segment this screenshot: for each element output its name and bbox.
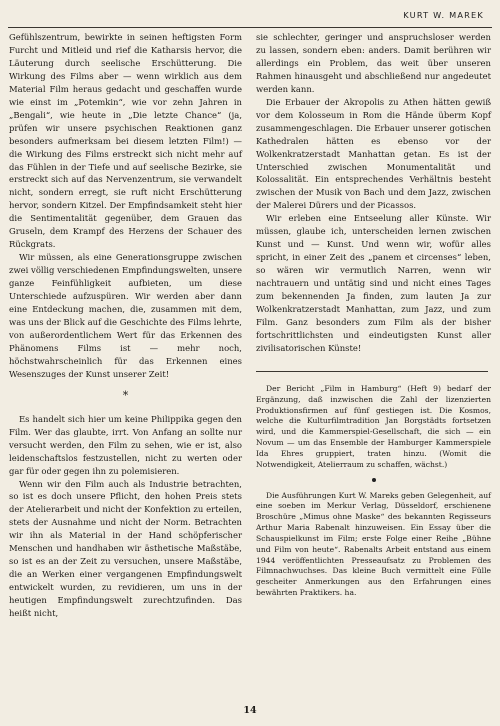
paragraph: Wir müssen, als eine Generationsgruppe zwischen zwei völlig verschiedenen Empfindungswelten, unsere ganze Feinfühligkeit aufbieten, um diese Unterschiede aufzuspüren. Wir werden aber dann eine Entdeckung machen, die, zusammen mit dem, was uns der Blick auf die Geschichte des Films lehrte, von außerordentlichem Wert für das Erkennen des Phänomens Films ist — mehr noch, höchstwahrscheinlich für das Erkennen eines Wesenszuges der Kunst unserer Zeit! [9,252,242,379]
editorial-note: Der Bericht „Film in Hamburg“ (Heft 9) bedarf der Ergänzung, daß inzwischen die Zahl der lizenzierten Produktionsfirmen auf fünf gestiegen ist. Die Kosmos, welche die Kulturfilmtradition Jan Borgstädts fortsetzen wird, und die Kammerspiel-Gesellschaft, die sich — ein Novum — um das Ensemble der Hamburger Kammerspiele Ida Ehres gruppiert, traten hinzu. (Womit die Notwendigkeit, Atelierraum zu schaffen, wächst.) [256,383,491,469]
paragraph: Gefühlszentrum, bewirkte in seinen heftigsten Form Furcht und Mitleid und rief die Katharsis hervor, die Läuterung durch seelische Erschütterung. Die Wirkung des Films aber — wenn wirklich aus dem Material Film heraus gedacht und geschaffen wurde wie einst im „Potemkin“, wie vor zehn Jahren in „Bengali“, wie heute in „Die letzte Chance“ (ja, prüfen wir unsere psychischen Reaktionen ganz besonders aufmerksam bei diesem letzten Film!) — die Wirkung des Films erstreckt sich nicht mehr auf das Fühlen in der Tiefe und auf seelische Bezirke, sie erstreckt sich auf das Nervenzentrum, sie verwandelt nicht, sondern erregt, sie ruft nicht Erschütterung hervor, sondern Kitzel. Der Empfindsamkeit steht hier die Sentimentalität gegenüber, dem Grauen das Gruseln, dem Krampf des Herzens der Schauer des Rückgrats. [9,32,242,250]
page-number: 14 [243,705,257,716]
editorial-note-block [256,384,491,599]
bullet-separator [372,478,376,482]
column-divider-rule [256,371,488,372]
section-separator: * [122,388,129,402]
editorial-note: Die Ausführungen Kurt W. Mareks geben Gelegenheit, auf eine soeben im Merkur Verlag, Düsseldorf, erschienene Broschüre „Mimus ohne Maske“ des bekannten Regisseurs Arthur Maria Rabenalt hinzuweisen. Ein Essay über die Schauspielkunst im Film; erste Folge einer Reihe „Bühne und Film von heute“. Rabenalts Arbeit entstand aus einem 1944 veröffentlichten Presseaufsatz zu Problemen des Filmnachwuchses. Das kleine Buch vermittelt eine Fülle gescheiter Anmerkungen aus den Erfahrungen eines bewährten Praktikers. ha. [256,490,491,598]
paragraph: Wenn wir den Film auch als Industrie betrachten, so ist es doch unsere Pflicht, den hohen Preis stets der Atelierarbeit und nicht der Konfektion zu erteilen, stets der Ausnahme und nicht der Norm. Betrachten wir ihn als Material in der Hand schöpferischer Menschen und handhaben wir ästhetische Maßstäbe, so ist es an der Zeit zu versuchen, unsere Maßstäbe, die an Werken einer vergangenen Empfindungswelt entwickelt wurden, zu revidieren, um uns in der heutigen Empfindungswelt zurechtzufinden. Das heißt nicht, [9,478,242,619]
running-head-author: KURT W. MAREK [403,10,484,20]
paragraph: Wir erleben eine Entseelung aller Künste. Wir müssen, glaube ich, unterscheiden lernen zwischen Kunst und — Kunst. Und wenn wir, wofür alles spricht, in einer Zeit des „panem et circenses“ leben, so wären wir vermutlich Narren, wenn wir nachtrauern und untätig sind und nicht eines Tages zum bekennenden Ja finden, zum lauten Ja zur Wolkenkratzerstadt Manhattan, zum Jazz, und zum Film. Ganz besonders zum Film als der bisher fortschrittlichsten und eindeutigsten Kunst aller zivilisatorischen Künste! [256,213,491,353]
left-column [9,31,242,620]
right-column [256,31,491,599]
running-header [8,7,492,28]
paragraph: sie schlechter, geringer und anspruchsloser werden zu lassen, sondern eben: anders. Damit berühren wir allerdings ein Problem, das weit über unseren Rahmen hinausgeht und abschließend nur angedeutet werden kann. [256,32,491,94]
paragraph: Es handelt sich hier um keine Philippika gegen den Film. Wer das glaubte, irrt. Von Anfang an sollte nur versucht werden, den Film zu sehen, wie er ist, also leidenschaftslos festzustellen, nicht zu werten oder gar für oder gegen ihn zu polemisieren. [9,413,242,476]
paragraph: Die Erbauer der Akropolis zu Athen hätten gewiß vor dem Kolosseum in Rom die Hände überm Kopf zusammengeschlagen. Die Erbauer unserer gotischen Kathedralen hätten es ebenso vor der Wolkenkratzerstadt Manhattan getan. Es ist der Unterschied zwischen Monumentalität und Kolossalität. Ein entsprechendes Verhältnis besteht zwischen der Musik von Bach und dem Jazz, zwischen der Malerei Dürers und der Picassos. [256,96,491,211]
